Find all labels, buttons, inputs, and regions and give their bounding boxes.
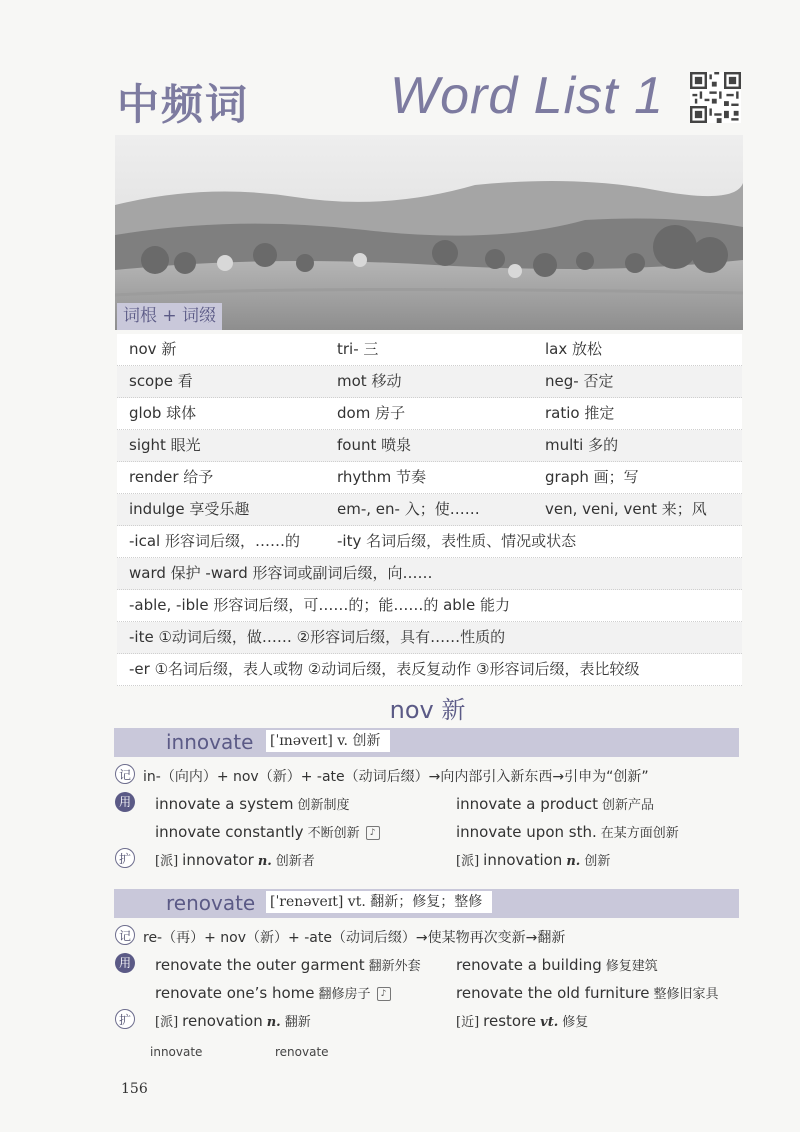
usage-phrase-en: innovate a product xyxy=(456,795,598,813)
roots-row xyxy=(117,430,742,462)
extend-word: innovator xyxy=(182,851,254,869)
extend-word: restore xyxy=(483,1012,537,1030)
usage-phrase-cn: 在某方面创新 xyxy=(600,826,679,841)
page-title-chinese: 中频词 xyxy=(117,80,250,129)
roots-row xyxy=(117,462,742,494)
usage-phrase xyxy=(155,794,350,813)
root-item: ven, veni, vent 来；风 xyxy=(545,500,707,518)
usage-phrase-cn: 整修旧家具 xyxy=(653,987,719,1002)
roots-row xyxy=(117,334,742,366)
usage-phrase-en: innovate constantly xyxy=(155,823,304,841)
usage-phrase-en: renovate one’s home xyxy=(155,984,315,1002)
roots-row xyxy=(117,558,742,590)
root-item: fount 喷泉 xyxy=(337,436,412,454)
usage-phrase-cn: 不断创新 xyxy=(307,826,360,841)
extend-meaning: 修复 xyxy=(562,1015,589,1030)
usage-phrase xyxy=(155,955,421,974)
roots-table xyxy=(117,334,742,686)
qr-code-icon[interactable] xyxy=(690,72,741,123)
root-item: -able, -ible 形容词后缀，可……的；能……的 able 能力 xyxy=(129,596,510,614)
usage-phrase-en: innovate upon sth. xyxy=(456,823,597,841)
extend-item xyxy=(155,850,315,869)
extend-meaning: 翻新 xyxy=(284,1015,311,1030)
root-item: dom 房子 xyxy=(337,404,406,422)
root-item: nov 新 xyxy=(129,340,177,358)
usage-phrase-en: renovate the outer garment xyxy=(155,956,365,974)
extend-item xyxy=(456,850,610,869)
usage-phrase xyxy=(456,955,658,974)
extend-tag: [派] xyxy=(155,854,179,869)
root-item: -ity 名词后缀，表性质、情况或状态 xyxy=(337,532,577,550)
landscape-photo xyxy=(115,135,743,330)
extend-item xyxy=(155,1011,311,1030)
extend-meaning: 创新者 xyxy=(275,854,315,869)
footer-word: renovate xyxy=(275,1045,329,1059)
extend-mark-icon: 扩 xyxy=(115,1009,135,1029)
entry-word: renovate xyxy=(166,891,256,915)
root-item: tri- 三 xyxy=(337,340,379,358)
roots-row xyxy=(117,654,742,686)
root-item: em-, en- 入；使…… xyxy=(337,500,480,518)
roots-row xyxy=(117,622,742,654)
root-item: glob 球体 xyxy=(129,404,197,422)
extend-tag: [近] xyxy=(456,1015,480,1030)
entry-word: innovate xyxy=(166,730,254,754)
extend-meaning: 创新 xyxy=(584,854,611,869)
memory-mark-icon: 记 xyxy=(115,925,135,945)
roots-section-tag: 词根 + 词缀 xyxy=(117,303,222,330)
usage-phrase-cn: 翻新外套 xyxy=(368,959,421,974)
extend-pos: n. xyxy=(257,854,272,869)
memory-mark-icon: 记 xyxy=(115,764,135,784)
page-number: 156 xyxy=(121,1081,148,1097)
memory-text: re-（再）+ nov（新）+ -ate（动词后缀）→使某物再次变新→翻新 xyxy=(143,930,566,946)
root-item: -ical 形容词后缀，……的 xyxy=(129,532,300,550)
root-item: render 给予 xyxy=(129,468,214,486)
extend-mark-icon: 扩 xyxy=(115,848,135,868)
usage-phrase-cn: 翻修房子 xyxy=(318,987,371,1002)
usage-mark-icon: 用 xyxy=(115,953,135,973)
roots-row xyxy=(117,494,742,526)
usage-phrase xyxy=(456,983,719,1002)
root-item: multi 多的 xyxy=(545,436,619,454)
entry-definition: [ˈrenəveɪt] vt. 翻新；修复；整修 xyxy=(266,891,492,913)
roots-row xyxy=(117,398,742,430)
root-item: neg- 否定 xyxy=(545,372,614,390)
extend-word: innovation xyxy=(483,851,563,869)
usage-phrase xyxy=(456,822,679,841)
entry-header-bar xyxy=(114,889,739,918)
entry-header-bar xyxy=(114,728,739,757)
root-item: lax 放松 xyxy=(545,340,603,358)
root-item: ratio 推定 xyxy=(545,404,615,422)
page-title-english: Word List 1 xyxy=(390,67,664,125)
extend-word: renovation xyxy=(182,1012,263,1030)
root-item: graph 画；写 xyxy=(545,468,639,486)
roots-row xyxy=(117,526,742,558)
root-item: ward 保护 -ward 形容词或副词后缀，向…… xyxy=(129,564,433,582)
root-item: scope 看 xyxy=(129,372,193,390)
audio-icon[interactable]: ♪ xyxy=(377,987,391,1001)
roots-row xyxy=(117,366,742,398)
usage-phrase-en: innovate a system xyxy=(155,795,294,813)
usage-phrase-en: renovate a building xyxy=(456,956,602,974)
usage-phrase-en: renovate the old furniture xyxy=(456,984,650,1002)
extend-pos: n. xyxy=(266,1015,281,1030)
root-item: -er ①名词后缀，表人或物 ②动词后缀，表反复动作 ③形容词后缀，表比较级 xyxy=(129,660,640,678)
root-item: mot 移动 xyxy=(337,372,402,390)
root-item: -ite ①动词后缀，做…… ②形容词后缀，具有……性质的 xyxy=(129,628,506,646)
usage-phrase-cn: 创新产品 xyxy=(601,798,654,813)
root-heading: nov 新 xyxy=(389,696,466,724)
root-item: indulge 享受乐趣 xyxy=(129,500,250,518)
extend-item xyxy=(456,1011,588,1030)
usage-phrase-cn: 修复建筑 xyxy=(605,959,658,974)
extend-pos: n. xyxy=(566,854,581,869)
memory-text: in-（向内）+ nov（新）+ -ate（动词后缀）→向内部引入新东西→引申为“创新” xyxy=(143,769,649,785)
usage-phrase xyxy=(456,794,654,813)
audio-icon[interactable]: ♪ xyxy=(366,826,380,840)
extend-tag: [派] xyxy=(456,854,480,869)
usage-phrase xyxy=(155,983,391,1002)
entry-definition: [ˈɪnəveɪt] v. 创新 xyxy=(266,730,390,752)
extend-pos: vt. xyxy=(540,1015,559,1030)
usage-phrase xyxy=(155,822,380,841)
usage-phrase-cn: 创新制度 xyxy=(297,798,350,813)
root-item: sight 眼光 xyxy=(129,436,201,454)
extend-tag: [派] xyxy=(155,1015,179,1030)
root-item: rhythm 节奏 xyxy=(337,468,427,486)
roots-row xyxy=(117,590,742,622)
footer-word: innovate xyxy=(150,1045,203,1059)
usage-mark-icon: 用 xyxy=(115,792,135,812)
